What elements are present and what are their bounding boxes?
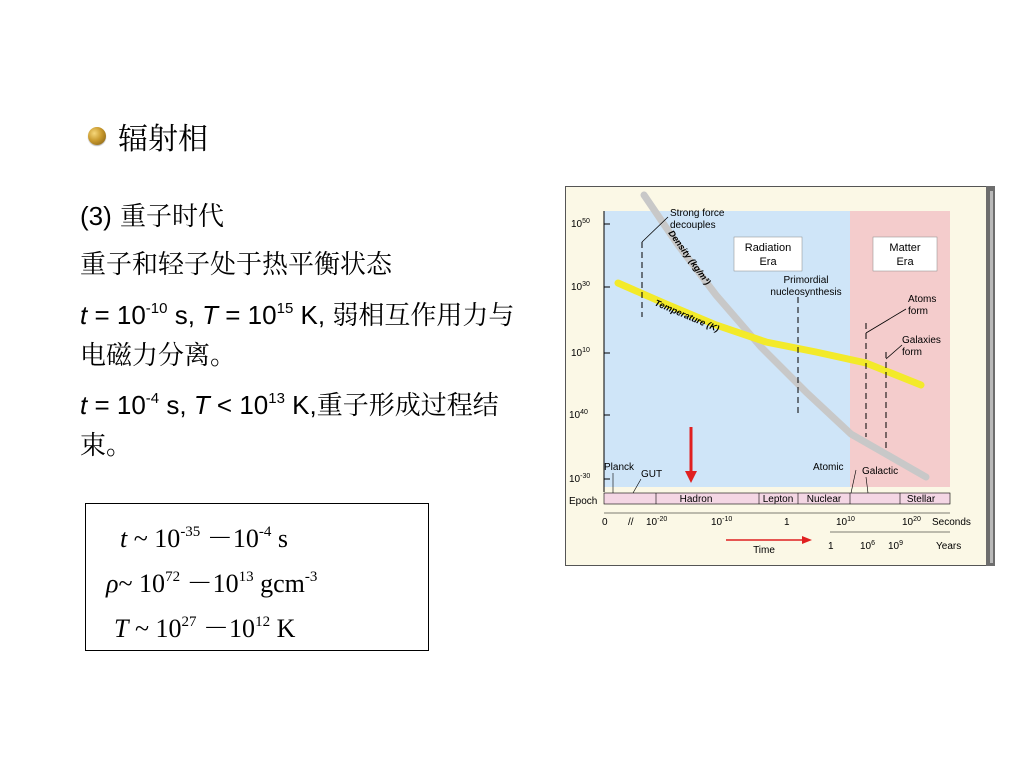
T-symbol: T (202, 300, 219, 330)
galaxies-form-label-1: Galaxies (902, 335, 941, 346)
seconds-tick: $10^{20}$ (902, 516, 921, 528)
heading-title: 辐射相 (118, 122, 208, 157)
atoms-form-label-1: Atoms (908, 294, 937, 305)
summary-density: ρ~ $10^{72} -10^{13}$ gcm$^{-3}$ (106, 569, 318, 598)
radiation-era-label-2: Era (759, 256, 777, 268)
figure-frame-highlight (990, 191, 993, 563)
seconds-axis (602, 516, 971, 528)
y-tick-label: $10^{10}$ (571, 347, 590, 359)
y-tick-label: $10^{40}$ (569, 409, 588, 421)
strong-force-label-2: decouples (670, 220, 716, 231)
gut-label: GUT (641, 469, 663, 480)
matter-era-label-2: Era (896, 256, 914, 268)
atoms-form-label-2: form (908, 306, 928, 317)
svg-text://: // (628, 517, 634, 528)
cosmic-history-diagram (566, 187, 986, 565)
era-line-baryon-formation: $t = 10^{-4}$ s, $T < 10^{13}$ K,重子形成过程结束。 (80, 390, 499, 461)
cosmic-history-figure (565, 186, 995, 566)
era-title-prefix: (3) (80, 201, 112, 231)
matter-era-label-1: Matter (889, 242, 921, 254)
baryon-formation-text: 重子形成过程结束。 (80, 391, 499, 461)
atomic-label: Atomic (813, 462, 844, 473)
nucleosynthesis-label-2: nucleosynthesis (770, 287, 842, 298)
bullet-icon (88, 127, 106, 145)
temperature-curve-label: Temperature (K) (653, 297, 721, 334)
strong-force-label-1: Strong force (670, 208, 725, 219)
years-tick: $10^9$ (888, 540, 904, 552)
slide-heading (88, 114, 208, 158)
era-title (80, 196, 530, 237)
seconds-tick: $10^{-10}$ (711, 516, 733, 528)
seconds-axis-unit: Seconds (932, 517, 971, 528)
years-axis (828, 540, 961, 552)
y-tick-label: $10^{-30}$ (569, 473, 591, 485)
radiation-era-label-1: Radiation (744, 242, 792, 254)
nucleosynthesis-label-1: Primordial (783, 275, 829, 286)
separation-text: 弱相互作用力与电磁力分离。 (80, 301, 515, 371)
time-arrow-label: Time (753, 545, 775, 556)
seconds-tick: $10^{10}$ (836, 516, 855, 528)
epoch-lepton: Lepton (762, 494, 794, 505)
summary-time: t ~ $10^{-35} -10^{-4}$ s (120, 524, 288, 553)
y-tick-label: $10^{50}$ (571, 218, 590, 230)
years-axis-unit: Years (936, 541, 962, 552)
density-curve-label: Density (kg/m³) (666, 228, 713, 287)
epoch-nuclear: Nuclear (806, 494, 842, 505)
summary-temperature: T ~ $10^{27} -10^{12}$ K (114, 614, 296, 643)
galaxies-form-label-2: form (902, 347, 922, 358)
y-tick-label: $10^{30}$ (571, 281, 590, 293)
summary-box (85, 503, 429, 651)
era-line-separation: $t = 10^{-10}$ s, $T = 10^{15}$ K, 弱相互作用力与电磁力分离。 (80, 300, 515, 371)
epoch-stellar: Stellar (906, 494, 936, 505)
epoch-hadron: Hadron (679, 494, 713, 505)
era-line-equilibrium: 重子和轻子处于热平衡状态 (80, 250, 393, 280)
seconds-tick: $10^{-20}$ (646, 516, 668, 528)
seconds-tick: 0 (602, 517, 608, 528)
epoch-label: Epoch (569, 496, 598, 507)
years-tick: $10^6$ (860, 540, 876, 552)
galactic-label: Galactic (862, 466, 899, 477)
seconds-tick: 1 (784, 517, 790, 528)
t-symbol: t (80, 300, 88, 330)
years-tick: 1 (828, 541, 834, 552)
time-arrow-head (802, 536, 812, 544)
planck-label: Planck (604, 462, 635, 473)
era-title-text: 重子时代 (120, 202, 225, 232)
